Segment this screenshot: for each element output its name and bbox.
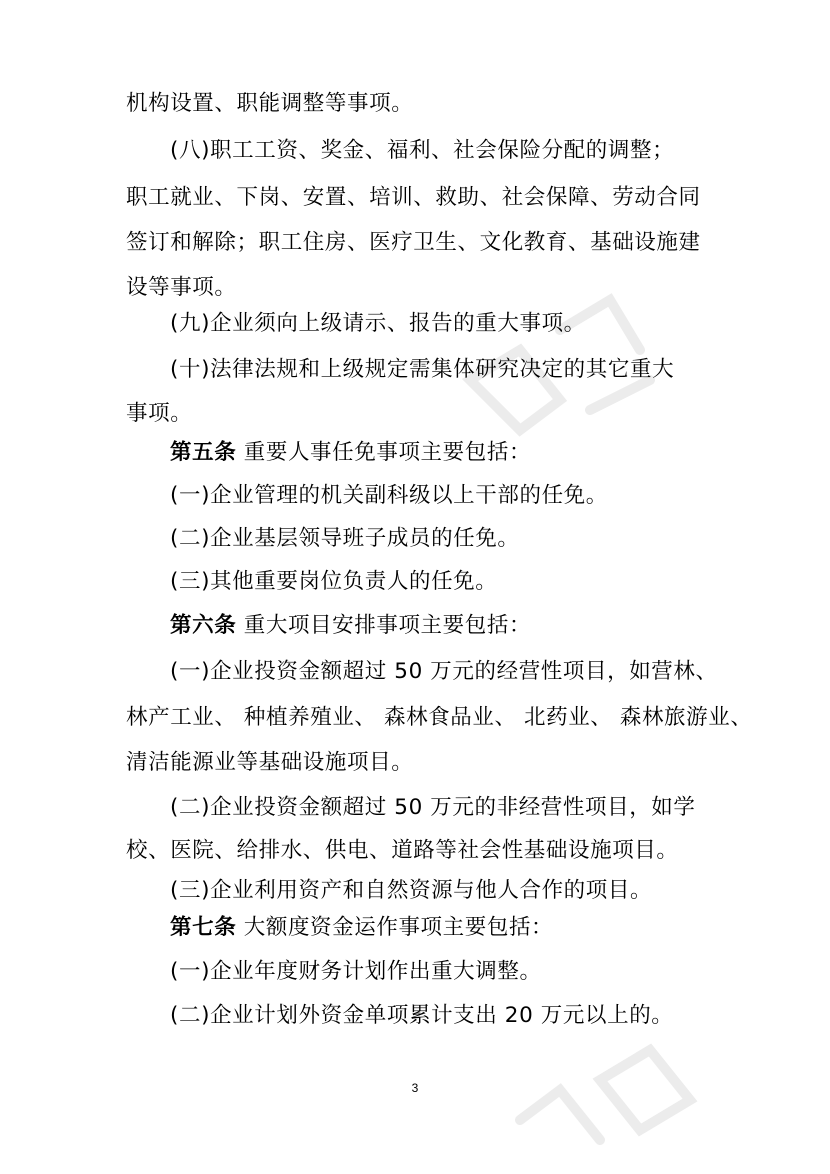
text-line-5: 设等事项。 [126,275,237,300]
text-line-13: 林产工业、 种植养殖业、 森林食品业、 北药业、 森林旅游业、 [126,705,753,730]
article-7-heading: 第七条 [170,915,237,940]
text-line-1: 机构设置、职能调整等事项。 [126,91,414,116]
text-line-16: 校、医院、给排水、供电、道路等社会性基础设施项目。 [126,838,679,863]
article-5-heading: 第五条 [170,440,237,465]
text-line-15: (二)企业投资金额超过 50 万元的非经营性项目，如学 [170,795,696,820]
text-line-3: 职工就业、下岗、安置、培训、救助、社会保障、劳动合同 [126,185,701,210]
text-line-14: 清洁能源业等基础设施项目。 [126,750,414,775]
page-number: 3 [411,1081,419,1095]
article-6 [170,611,531,641]
text-line-10: (二)企业基层领导班子成员的任免。 [170,526,520,551]
text-line-2: (八)职工工资、奖金、福利、社会保险分配的调整； [170,138,675,163]
text-line-12: (一)企业投资金额超过 50 万元的经营性项目，如营林、 [170,659,718,684]
article-5 [170,438,531,468]
article-5-text: 重要人事任免事项主要包括： [236,440,532,465]
article-7 [170,913,553,943]
text-line-6: (九)企业须向上级请示、报告的重大事项。 [170,311,586,336]
article-7-text: 大额度资金运作事项主要包括： [236,915,554,940]
text-line-18: (一)企业年度财务计划作出重大调整。 [170,959,542,984]
text-line-17: (三)企业利用资产和自然资源与他人合作的项目。 [170,878,653,903]
text-line-7: (十)法律法规和上级规定需集体研究决定的其它重大 [170,357,675,382]
article-6-text: 重大项目安排事项主要包括： [236,613,532,638]
text-line-9: (一)企业管理的机关副科级以上干部的任免。 [170,483,608,508]
text-line-4: 签订和解除；职工住房、医疗卫生、文化教育、基础设施建 [126,230,701,255]
text-line-11: (三)其他重要岗位负责人的任免。 [170,569,498,594]
text-line-19: (二)企业计划外资金单项累计支出 20 万元以上的。 [170,1003,674,1028]
article-6-heading: 第六条 [170,613,237,638]
text-line-8: 事项。 [126,401,193,426]
